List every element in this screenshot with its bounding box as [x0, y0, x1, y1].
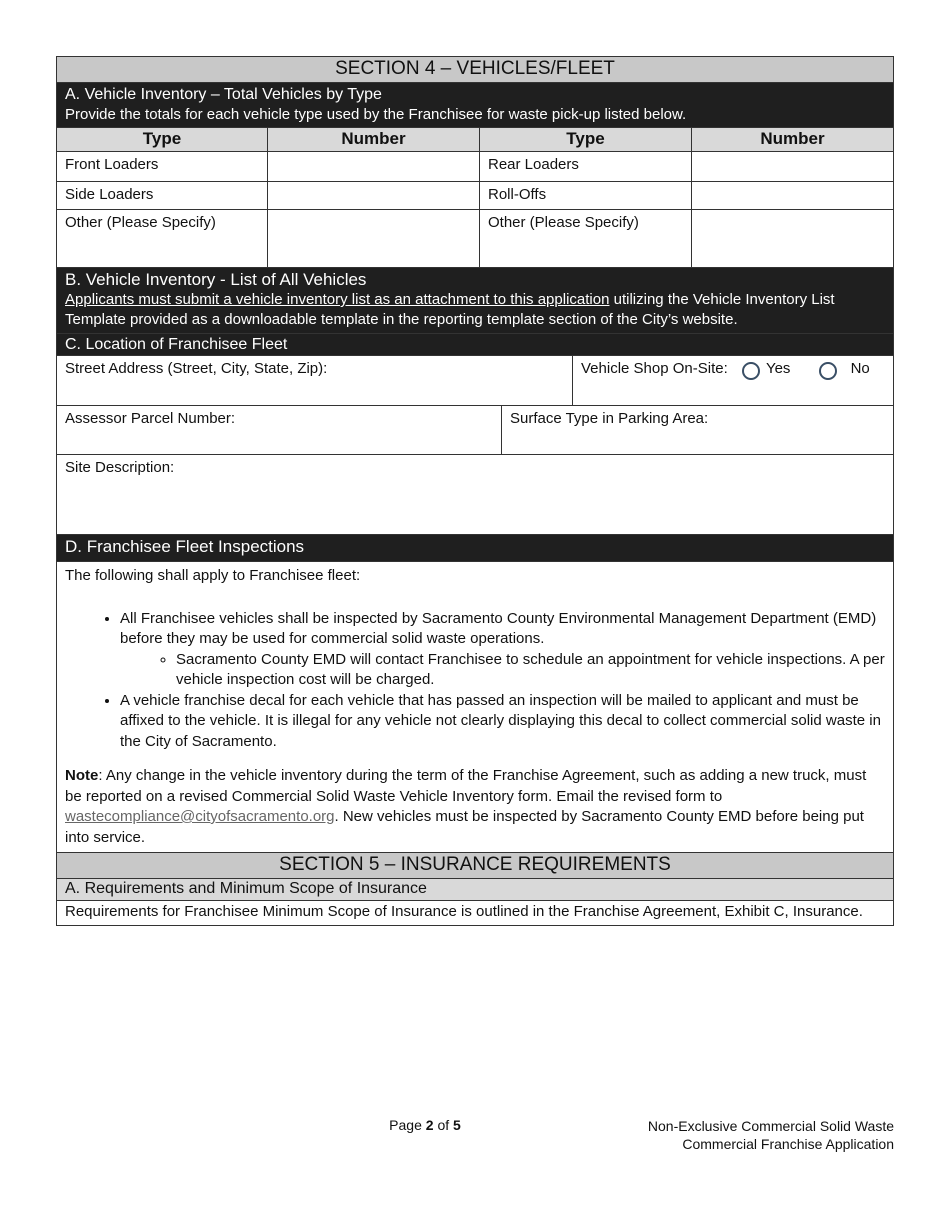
no-radio[interactable] — [819, 362, 837, 380]
yes-radio[interactable] — [742, 362, 760, 380]
list-item: ◦ Sacramento County EMD will contact Franchisee to schedule an appointment for vehicle inspections. A per vehicle inspection cost will be charged. — [176, 650, 885, 691]
type-label: Other (Please Specify) — [57, 210, 268, 267]
partD-intro: The following shall apply to Franchisee fleet: — [65, 567, 361, 584]
partD-title: D. Franchisee Fleet Inspections — [65, 537, 305, 556]
partA-desc: Provide the totals for each vehicle type used by the Franchisee for waste pick-up listed below. — [65, 106, 687, 123]
type-label: Roll-Offs — [480, 182, 692, 209]
partB-rest: utilizing the Vehicle Inventory List Template provided as a downloadable template in the reporting template section of the City’s website. — [65, 291, 835, 328]
yes-label: Yes — [765, 360, 791, 377]
vehicle-shop-label: Vehicle Shop On-Site: — [581, 360, 728, 377]
partB-desc — [65, 290, 885, 330]
vehicle-row — [57, 182, 893, 210]
col-type-1: Type — [57, 128, 268, 151]
surface-type-field[interactable] — [502, 406, 893, 454]
vehicle-row — [57, 210, 893, 268]
page-number — [380, 1117, 470, 1133]
footer-line1: Non-Exclusive Commercial Solid Waste — [647, 1118, 894, 1134]
site-description-label: Site Description: — [65, 459, 175, 476]
vehicle-table-header — [57, 128, 893, 152]
section5-partA-title: A. Requirements and Minimum Scope of Insurance — [57, 879, 893, 901]
section5-partA-text: Requirements for Franchisee Minimum Scope of Insurance is outlined in the Franchise Agreement, Exhibit C, Insurance. — [65, 903, 863, 920]
assessor-parcel-field[interactable] — [57, 406, 502, 454]
partB-header — [57, 268, 893, 334]
partC-title: C. Location of Franchisee Fleet — [65, 336, 288, 353]
col-number-1: Number — [268, 128, 480, 151]
note-paragraph — [65, 766, 885, 848]
partD-header — [57, 535, 893, 562]
partD-sublist — [120, 650, 885, 691]
note-text-b: . New vehicles must be inspected by Sacramento County EMD before being put into service. — [65, 808, 864, 846]
rear-loaders-number-field[interactable] — [692, 152, 893, 181]
bullet1-text: All Franchisee vehicles shall be inspected by Sacramento County Environmental Management Department (EMD) before they may be used for commercial solid waste operations. — [120, 609, 877, 647]
location-row-3 — [57, 455, 893, 535]
section5-title: SECTION 5 – INSURANCE REQUIREMENTS — [57, 853, 893, 879]
email-link[interactable]: wastecompliance@cityofsacramento.org — [65, 808, 335, 825]
page-of: of — [433, 1117, 454, 1133]
note-text-a: : Any change in the vehicle inventory during the term of the Franchise Agreement, such as adding a new truck, must be reported on a revised Commercial Solid Waste Vehicle Inventory form. Email the revised form to — [65, 767, 867, 805]
surface-type-label: Surface Type in Parking Area: — [510, 410, 709, 427]
street-address-field[interactable] — [57, 356, 573, 405]
partB-title: B. Vehicle Inventory - List of All Vehicles — [65, 270, 367, 289]
list-item — [120, 609, 885, 691]
type-label: Front Loaders — [57, 152, 268, 181]
location-row-1 — [57, 356, 893, 406]
partD-body — [57, 562, 893, 853]
roll-offs-number-field[interactable] — [692, 182, 893, 209]
application-form — [56, 56, 894, 926]
assessor-parcel-label: Assessor Parcel Number: — [65, 410, 236, 427]
col-type-2: Type — [480, 128, 692, 151]
vehicle-shop-cell — [573, 356, 893, 405]
footer-line2: Commercial Franchise Application — [682, 1136, 894, 1152]
partD-list — [65, 609, 885, 753]
vehicle-row — [57, 152, 893, 182]
site-description-field[interactable] — [57, 455, 893, 534]
side-loaders-number-field[interactable] — [268, 182, 480, 209]
page-prefix: Page — [389, 1117, 426, 1133]
type-label: Other (Please Specify) — [480, 210, 692, 267]
front-loaders-number-field[interactable] — [268, 152, 480, 181]
note-label: Note — [65, 767, 99, 784]
type-label: Rear Loaders — [480, 152, 692, 181]
footer-doc-title — [648, 1117, 894, 1153]
col-number-2: Number — [692, 128, 893, 151]
partC-header — [57, 334, 893, 356]
partA-title: A. Vehicle Inventory – Total Vehicles by Type — [65, 86, 382, 103]
street-address-label: Street Address (Street, City, State, Zip): — [65, 360, 328, 377]
page-current: 2 — [425, 1117, 434, 1133]
type-label: Side Loaders — [57, 182, 268, 209]
page-total: 5 — [453, 1117, 461, 1133]
partA-header — [57, 83, 893, 128]
location-row-2 — [57, 406, 893, 455]
partB-underlined: Applicants must submit a vehicle inventory list as an attachment to this application — [65, 291, 610, 308]
other-1-number-field[interactable] — [268, 210, 480, 267]
other-2-number-field[interactable] — [692, 210, 893, 267]
list-item: • A vehicle franchise decal for each vehicle that has passed an inspection will be mailed to applicant and must be affixed to the vehicle. It is illegal for any vehicle not clearly displaying this decal to collect commercial solid waste in the City of Sacramento. — [120, 691, 885, 753]
no-label: No — [850, 360, 870, 377]
section4-title: SECTION 4 – VEHICLES/FLEET — [57, 57, 893, 83]
